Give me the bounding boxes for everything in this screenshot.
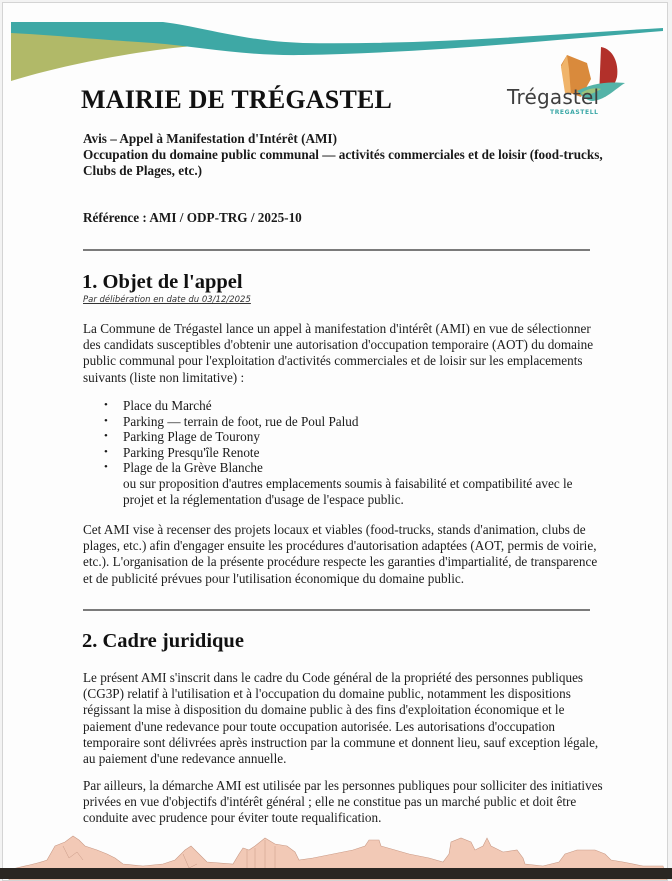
list-item xyxy=(83,445,603,461)
logo-subtitle: TREGASTELL xyxy=(550,109,599,116)
list-item xyxy=(83,429,603,445)
list-item xyxy=(83,414,603,430)
section-1-purpose: Cet AMI vise à recenser des projets locaux et viables (food-trucks, stands d'animation, clubs de plages, etc.) afin d'engager ensuite les procédures d'autorisation adaptées (AOT, permis de voirie, etc.). L'organisation de la présente procédure respecte les garanties d'impartialité, de transparence et de publicité prévues pour l'utilisation économique du domaine public. xyxy=(83,522,598,586)
location-label: Plage de la Grève Blanche xyxy=(123,460,263,475)
page-title: MAIRIE DE TRÉGASTEL xyxy=(81,85,393,114)
section-1-subtitle: Par délibération en date du 03/12/2025 xyxy=(83,295,251,305)
notice-heading xyxy=(83,131,603,179)
bullet-icon: • xyxy=(104,445,108,458)
section-divider xyxy=(83,609,590,611)
bottom-dark-strip xyxy=(0,868,672,879)
locations-note: ou sur proposition d'autres emplacements soumis à faisabilité et compatibilité avec le projet et la réglementation d'usage de l'espace public. xyxy=(123,475,573,507)
locations-list xyxy=(83,398,603,508)
section-2-paragraph-2: Par ailleurs, la démarche AMI est utilisée par les personnes publiques pour solliciter des initiatives privées en vue d'objectifs d'intérêt général ; elle ne constitue pas un marché public et doit être conduite avec prudence pour éviter toute requalification. xyxy=(83,778,603,826)
document-page xyxy=(2,2,668,881)
list-item xyxy=(83,460,603,476)
bullet-icon: • xyxy=(104,399,108,411)
section-2-paragraph-1: Le présent AMI s'inscrit dans le cadre du Code général de la propriété des personnes publiques (CG3P) relatif à l'utilisation et à l'occupation du domaine public, notamment les dispositions régissant la mise à disposition du domaine public à des fins d'exploitation économique et le paiement d'une redevance pour toute occupation autorisée. Les autorisations d'occupation temporaire sont délivrées après instruction par la commune et donnent lieu, sauf exception légale, au paiement d'une redevance annuelle. xyxy=(83,670,599,767)
location-label: Parking Plage de Tourony xyxy=(123,429,260,444)
bullet-icon: • xyxy=(104,414,108,427)
reference-number: Référence : AMI / ODP-TRG / 2025-10 xyxy=(83,210,302,225)
location-label: Parking — terrain de foot, rue de Poul Palud xyxy=(123,413,359,429)
list-item xyxy=(83,398,603,414)
notice-line-1: Avis – Appel à Manifestation d'Intérêt (AMI) xyxy=(83,131,337,146)
notice-line-2: Occupation du domaine public communal — activités commerciales et de loisir (food-trucks, Clubs de Plages, etc.) xyxy=(83,147,603,178)
bullet-icon: • xyxy=(104,461,108,473)
location-label: Parking Presqu'île Renote xyxy=(123,444,260,460)
section-2-heading: 2. Cadre juridique xyxy=(82,630,244,652)
logo-wordmark: Trégastel xyxy=(507,85,600,109)
bullet-icon: • xyxy=(104,430,108,442)
section-1-intro: La Commune de Trégastel lance un appel à manifestation d'intérêt (AMI) en vue de sélectionner des candidats susceptibles d'obtenir une autorisation d'occupation temporaire (AOT) du domaine public communal pour l'exploitation d'activités commerciales et de loisir sur les emplacements suivants (liste non limitative) : xyxy=(83,321,594,385)
section-1-heading: 1. Objet de l'appel xyxy=(82,271,243,293)
section-divider xyxy=(83,249,590,251)
location-label: Place du Marché xyxy=(123,398,212,413)
